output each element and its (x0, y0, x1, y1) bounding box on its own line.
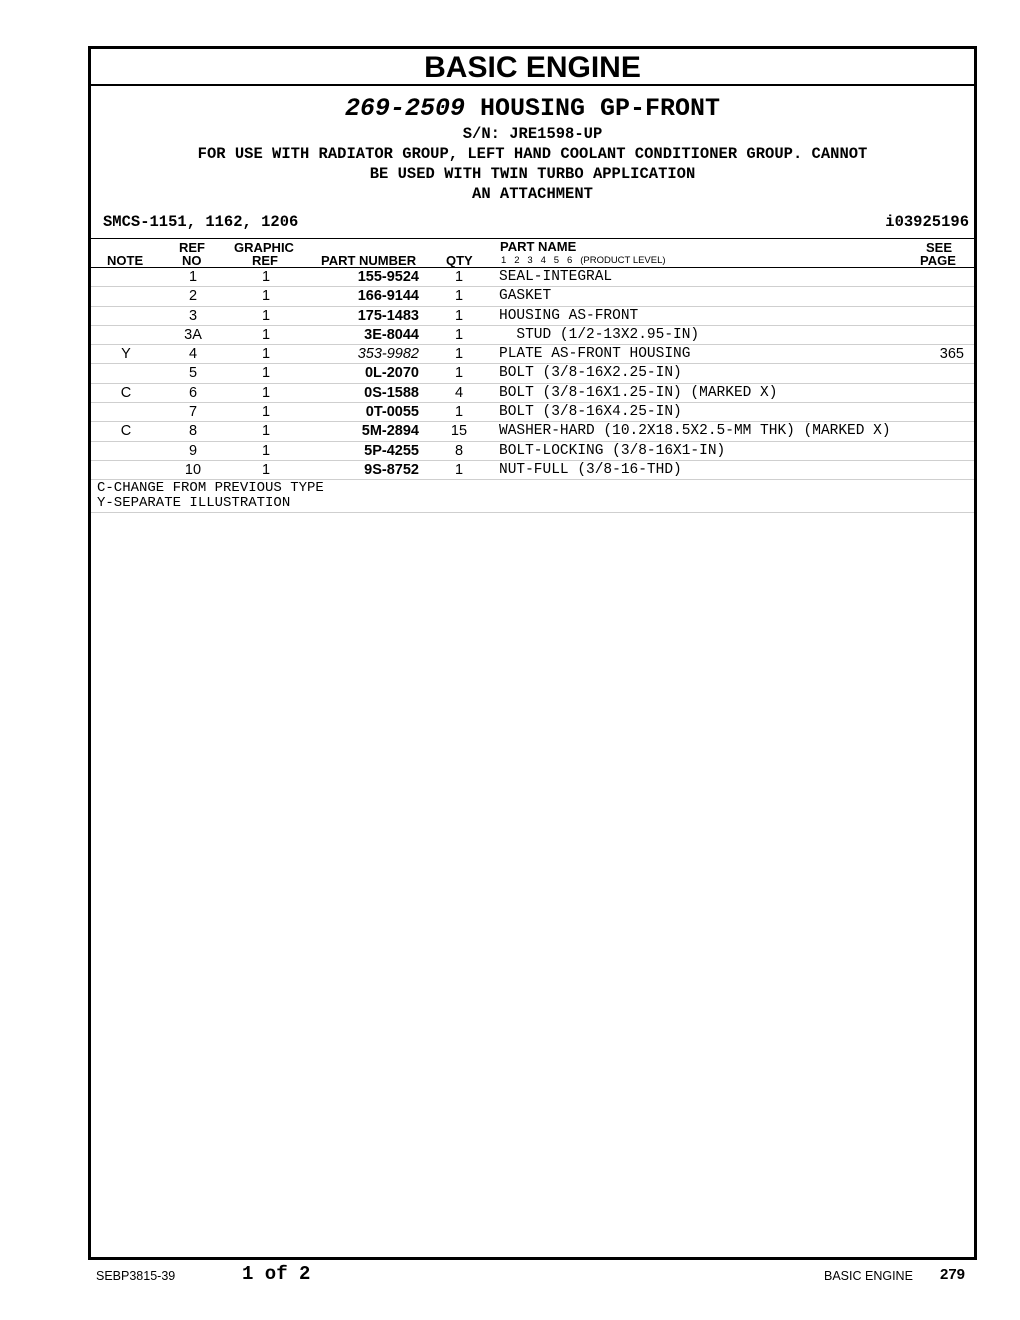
cell-part-name: GASKET (499, 288, 552, 305)
cell-part-number: 3E-8044 (364, 326, 419, 343)
col-qty: QTY (446, 253, 473, 268)
cell-part-number: 9S-8752 (364, 461, 419, 478)
group-name: HOUSING GP-FRONT (480, 94, 721, 123)
cell-graphic: 1 (261, 307, 271, 324)
note-separate-illustration: Y-SEPARATE ILLUSTRATION (97, 495, 291, 512)
col-see-top: SEE (926, 240, 953, 255)
cell-part-name: PLATE AS-FRONT HOUSING (499, 346, 691, 363)
footer-page-number: 279 (940, 1266, 966, 1283)
usage-line-3: AN ATTACHMENT (472, 185, 593, 203)
cell-part-name: BOLT (3/8-16X1.25-IN) (MARKED X) (499, 384, 778, 401)
cell-qty: 4 (454, 384, 464, 401)
cell-qty: 1 (454, 365, 464, 382)
table-row (91, 307, 974, 326)
table-row (91, 326, 974, 345)
cell-graphic: 1 (261, 442, 271, 459)
cell-graphic: 1 (261, 346, 271, 363)
table-row (91, 268, 974, 287)
cell-see-page: 365 (939, 346, 964, 363)
col-see-bottom: PAGE (920, 253, 956, 268)
cell-note: Y (121, 346, 131, 363)
notes-legend (91, 480, 974, 513)
cell-note: C (120, 384, 132, 401)
col-ref-bottom: NO (182, 253, 202, 268)
cell-graphic: 1 (261, 269, 271, 285)
cell-part-number: 5M-2894 (361, 423, 419, 440)
cell-ref: 9 (188, 442, 198, 459)
cell-part-name: BOLT-LOCKING (3/8-16X1-IN) (499, 442, 726, 459)
cell-ref: 3 (188, 307, 198, 324)
cell-qty: 1 (454, 269, 464, 285)
cell-part-number: 155-9524 (357, 269, 419, 285)
note-change: C-CHANGE FROM PREVIOUS TYPE (97, 480, 324, 497)
cell-ref: 6 (188, 384, 198, 401)
footer-page-of: 1 of 2 (242, 1263, 311, 1285)
col-graphic-top: GRAPHIC (234, 240, 294, 255)
table-row (91, 403, 974, 422)
parts-list (91, 268, 974, 480)
section-title: BASIC ENGINE (91, 49, 974, 86)
table-header (91, 239, 974, 268)
cell-part-name: HOUSING AS-FRONT (499, 307, 639, 324)
cell-qty: 1 (454, 346, 464, 363)
smcs-row (91, 210, 974, 239)
table-row (91, 384, 974, 403)
cell-ref: 10 (184, 461, 202, 478)
cell-part-name: BOLT (3/8-16X4.25-IN) (499, 404, 682, 421)
table-row (91, 442, 974, 461)
cell-part-number: 353-9982 (357, 346, 419, 363)
illustration-id: i03925196 (885, 213, 969, 231)
table-row (91, 422, 974, 441)
cell-ref: 4 (188, 346, 198, 363)
cell-graphic: 1 (261, 423, 271, 440)
cell-part-name: WASHER-HARD (10.2X18.5X2.5-MM THK) (MARKED X) (499, 423, 891, 440)
smcs-codes: SMCS-1151, 1162, 1206 (103, 213, 299, 231)
col-note: NOTE (107, 253, 144, 268)
cell-part-number: 166-9144 (357, 288, 419, 305)
col-graphic-bottom: REF (252, 253, 278, 268)
cell-qty: 8 (454, 442, 464, 459)
usage-line-2: BE USED WITH TWIN TURBO APPLICATION (369, 165, 696, 183)
cell-ref: 7 (188, 404, 198, 421)
table-row (91, 364, 974, 383)
table-row (91, 345, 974, 364)
page-footer (0, 1262, 1020, 1292)
group-part-number: 269-2509 (344, 94, 465, 123)
cell-graphic: 1 (261, 461, 271, 478)
cell-part-number: 0T-0055 (365, 404, 419, 421)
usage-line-1: FOR USE WITH RADIATOR GROUP, LEFT HAND COOLANT CONDITIONER GROUP. CANNOT (197, 145, 868, 163)
cell-graphic: 1 (261, 404, 271, 421)
cell-part-number: 0L-2070 (364, 365, 419, 382)
footer-section: BASIC ENGINE (824, 1269, 913, 1283)
cell-part-number: 175-1483 (357, 307, 419, 324)
serial-number: S/N: JRE1598-UP (462, 125, 603, 143)
cell-qty: 1 (454, 288, 464, 305)
cell-ref: 3A (184, 326, 202, 343)
page-frame (88, 46, 977, 1260)
cell-part-name: NUT-FULL (3/8-16-THD) (499, 461, 682, 478)
cell-ref: 1 (188, 269, 198, 285)
cell-qty: 1 (454, 404, 464, 421)
table-row (91, 461, 974, 480)
cell-ref: 5 (188, 365, 198, 382)
cell-ref: 8 (188, 423, 198, 440)
table-row (91, 287, 974, 306)
cell-qty: 15 (450, 423, 468, 440)
cell-part-number: 5P-4255 (364, 442, 419, 459)
cell-graphic: 1 (261, 326, 271, 343)
footer-doc-id: SEBP3815-39 (96, 1269, 176, 1283)
col-part-name: PART NAME (500, 239, 577, 254)
cell-note: C (120, 423, 132, 440)
group-title (91, 94, 974, 124)
cell-qty: 1 (454, 326, 464, 343)
cell-graphic: 1 (261, 384, 271, 401)
cell-graphic: 1 (261, 288, 271, 305)
cell-qty: 1 (454, 307, 464, 324)
cell-graphic: 1 (261, 365, 271, 382)
cell-part-name: BOLT (3/8-16X2.25-IN) (499, 365, 682, 382)
cell-part-name: SEAL-INTEGRAL (499, 269, 613, 285)
cell-part-number: 0S-1588 (364, 384, 419, 401)
cell-part-name: STUD (1/2-13X2.95-IN) (499, 326, 700, 343)
col-ref-top: REF (179, 240, 205, 255)
cell-ref: 2 (188, 288, 198, 305)
cell-qty: 1 (454, 461, 464, 478)
col-part-number: PART NUMBER (321, 253, 417, 268)
col-product-level: 1 2 3 4 5 6 (PRODUCT LEVEL) (501, 255, 666, 266)
